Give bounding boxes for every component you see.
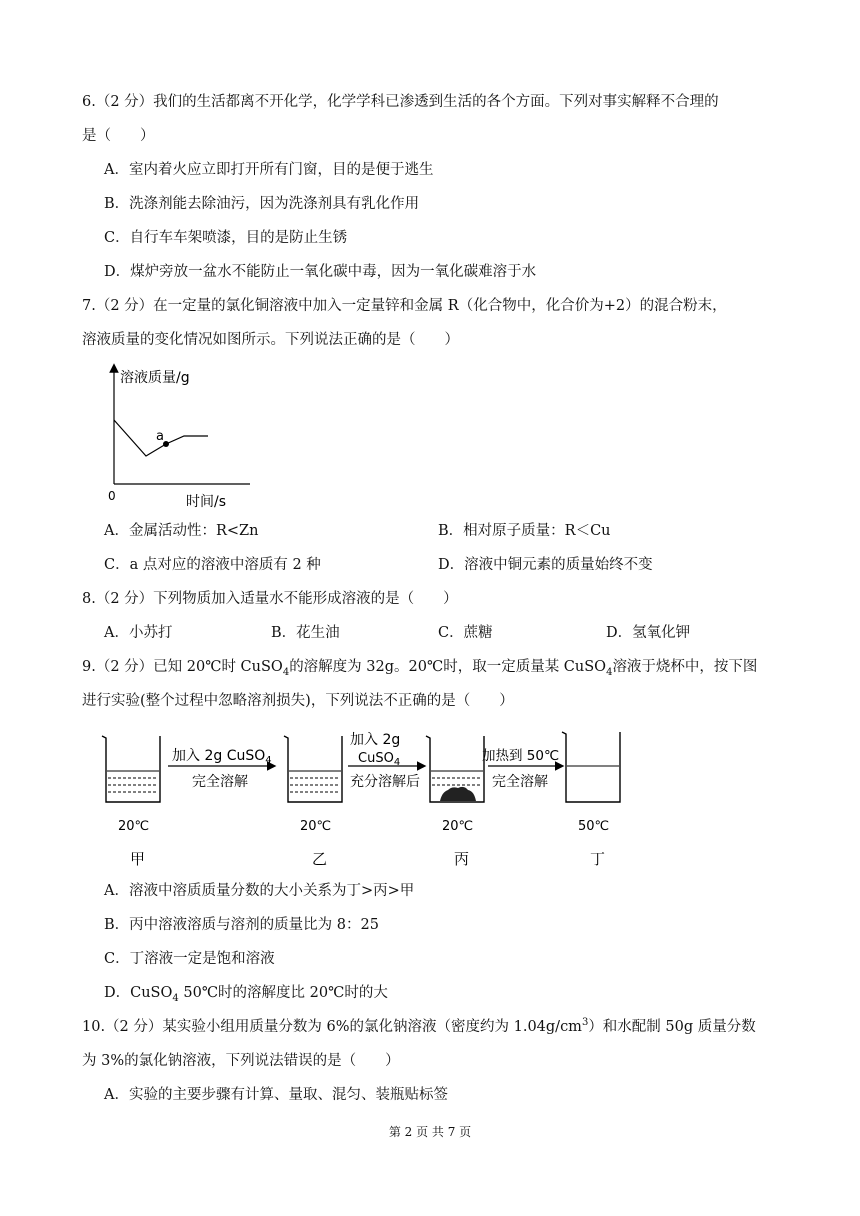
q7-option-c: C．a 点对应的溶液中溶质有 2 种 <box>104 557 321 573</box>
arrow3-bottom-label: 完全溶解 <box>492 774 548 790</box>
graph-origin-label: 0 <box>108 489 116 503</box>
q9-stem-line2: 进行实验(整个过程中忽略溶剂损失)，下列说法不正确的是（ ） <box>82 693 514 709</box>
arrow1-top-label: 加入 2g CuSO$_4$ <box>172 748 272 766</box>
q9-option-b: B．丙中溶液溶质与溶剂的质量比为 8：25 <box>104 917 379 933</box>
page-number-footer: 第 2 页 共 7 页 <box>388 1125 472 1139</box>
name-jia: 甲 <box>130 850 146 868</box>
q6-option-a: A．室内着火应立即打开所有门窗，目的是便于逃生 <box>104 162 434 178</box>
q9-stem-line1: 9.（2 分）已知 20℃时 CuSO$_4$的溶解度为 32g。20℃时，取一定质量某 CuSO$_4$溶液于烧杯中，按下图 <box>82 659 758 678</box>
q6-option-b: B．洗涤剂能去除油污，因为洗涤剂具有乳化作用 <box>104 196 420 212</box>
undissolved-crystals <box>440 787 476 801</box>
q7-stem-line1: 7.（2 分）在一定量的氯化铜溶液中加入一定量锌和金属 R（化合物中，化合价为+2）的混合粉末， <box>82 298 727 314</box>
q7-option-d: D．溶液中铜元素的质量始终不变 <box>438 557 653 573</box>
q9-option-c: C．丁溶液一定是饱和溶液 <box>104 951 275 967</box>
temp-ding: 50℃ <box>578 819 610 834</box>
q6-option-c: C．自行车车架喷漆，目的是防止生锈 <box>104 230 348 246</box>
q6-stem-line2: 是（ ） <box>82 128 155 144</box>
q9-option-a: A．溶液中溶质质量分数的大小关系为丁>丙>甲 <box>104 883 415 899</box>
q8-option-a: A．小苏打 <box>104 625 173 641</box>
q7-graph <box>100 362 260 510</box>
name-bing: 丙 <box>454 850 470 868</box>
arrow1-bottom-label: 完全溶解 <box>192 774 248 790</box>
name-ding: 丁 <box>590 850 606 868</box>
q7-option-a: A．金属活动性：R<Zn <box>104 523 259 539</box>
arrow2-top-label-1: 加入 2g <box>350 732 401 748</box>
name-yi: 乙 <box>312 850 328 868</box>
arrow2-bottom-label: 充分溶解后 <box>350 774 420 790</box>
q9-option-d: D．CuSO$_4$ 50℃时的溶解度比 20℃时的大 <box>104 985 388 1004</box>
q7-option-b: B．相对原子质量：R＜Cu <box>438 523 611 539</box>
q10-stem-line1: 10.（2 分）某实验小组用质量分数为 6%的氯化钠溶液（密度约为 $1.04g/cm^3$）和水配制 50g 质量分数 <box>82 1017 756 1035</box>
beaker-ding <box>562 732 620 802</box>
temp-yi: 20℃ <box>300 819 332 834</box>
temp-jia: 20℃ <box>118 819 150 834</box>
graph-x-label: 时间/s <box>186 494 227 510</box>
graph-y-label: 溶液质量/g <box>120 370 190 386</box>
q10-stem-line2: 为 3%的氯化钠溶液，下列说法错误的是（ ） <box>82 1053 400 1069</box>
beaker-jia <box>102 736 160 802</box>
q8-option-b: B．花生油 <box>271 625 340 641</box>
q8-stem: 8.（2 分）下列物质加入适量水不能形成溶液的是（ ） <box>82 591 458 607</box>
q10-option-a: A．实验的主要步骤有计算、量取、混匀、装瓶贴标签 <box>104 1087 448 1103</box>
q8-option-d: D．氢氧化钾 <box>606 625 691 641</box>
q8-option-c: C．蔗糖 <box>438 625 493 641</box>
q7-stem-line2: 溶液质量的变化情况如图所示。下列说法正确的是（ ） <box>82 332 459 348</box>
arrow2-top-label-2: CuSO$_4$ <box>358 751 401 768</box>
q9-beaker-diagram <box>96 722 636 872</box>
beaker-yi <box>284 736 342 802</box>
q6-option-d: D．煤炉旁放一盆水不能防止一氧化碳中毒，因为一氧化碳难溶于水 <box>104 264 537 280</box>
q6-stem-line1: 6.（2 分）我们的生活都离不开化学，化学学科已渗透到生活的各个方面。下列对事实解释不合理的 <box>82 94 719 110</box>
beaker-bing <box>426 736 484 802</box>
point-a-label: a <box>156 429 164 444</box>
arrow3-top-label: 加热到 50℃ <box>482 748 560 764</box>
temp-bing: 20℃ <box>442 819 474 834</box>
